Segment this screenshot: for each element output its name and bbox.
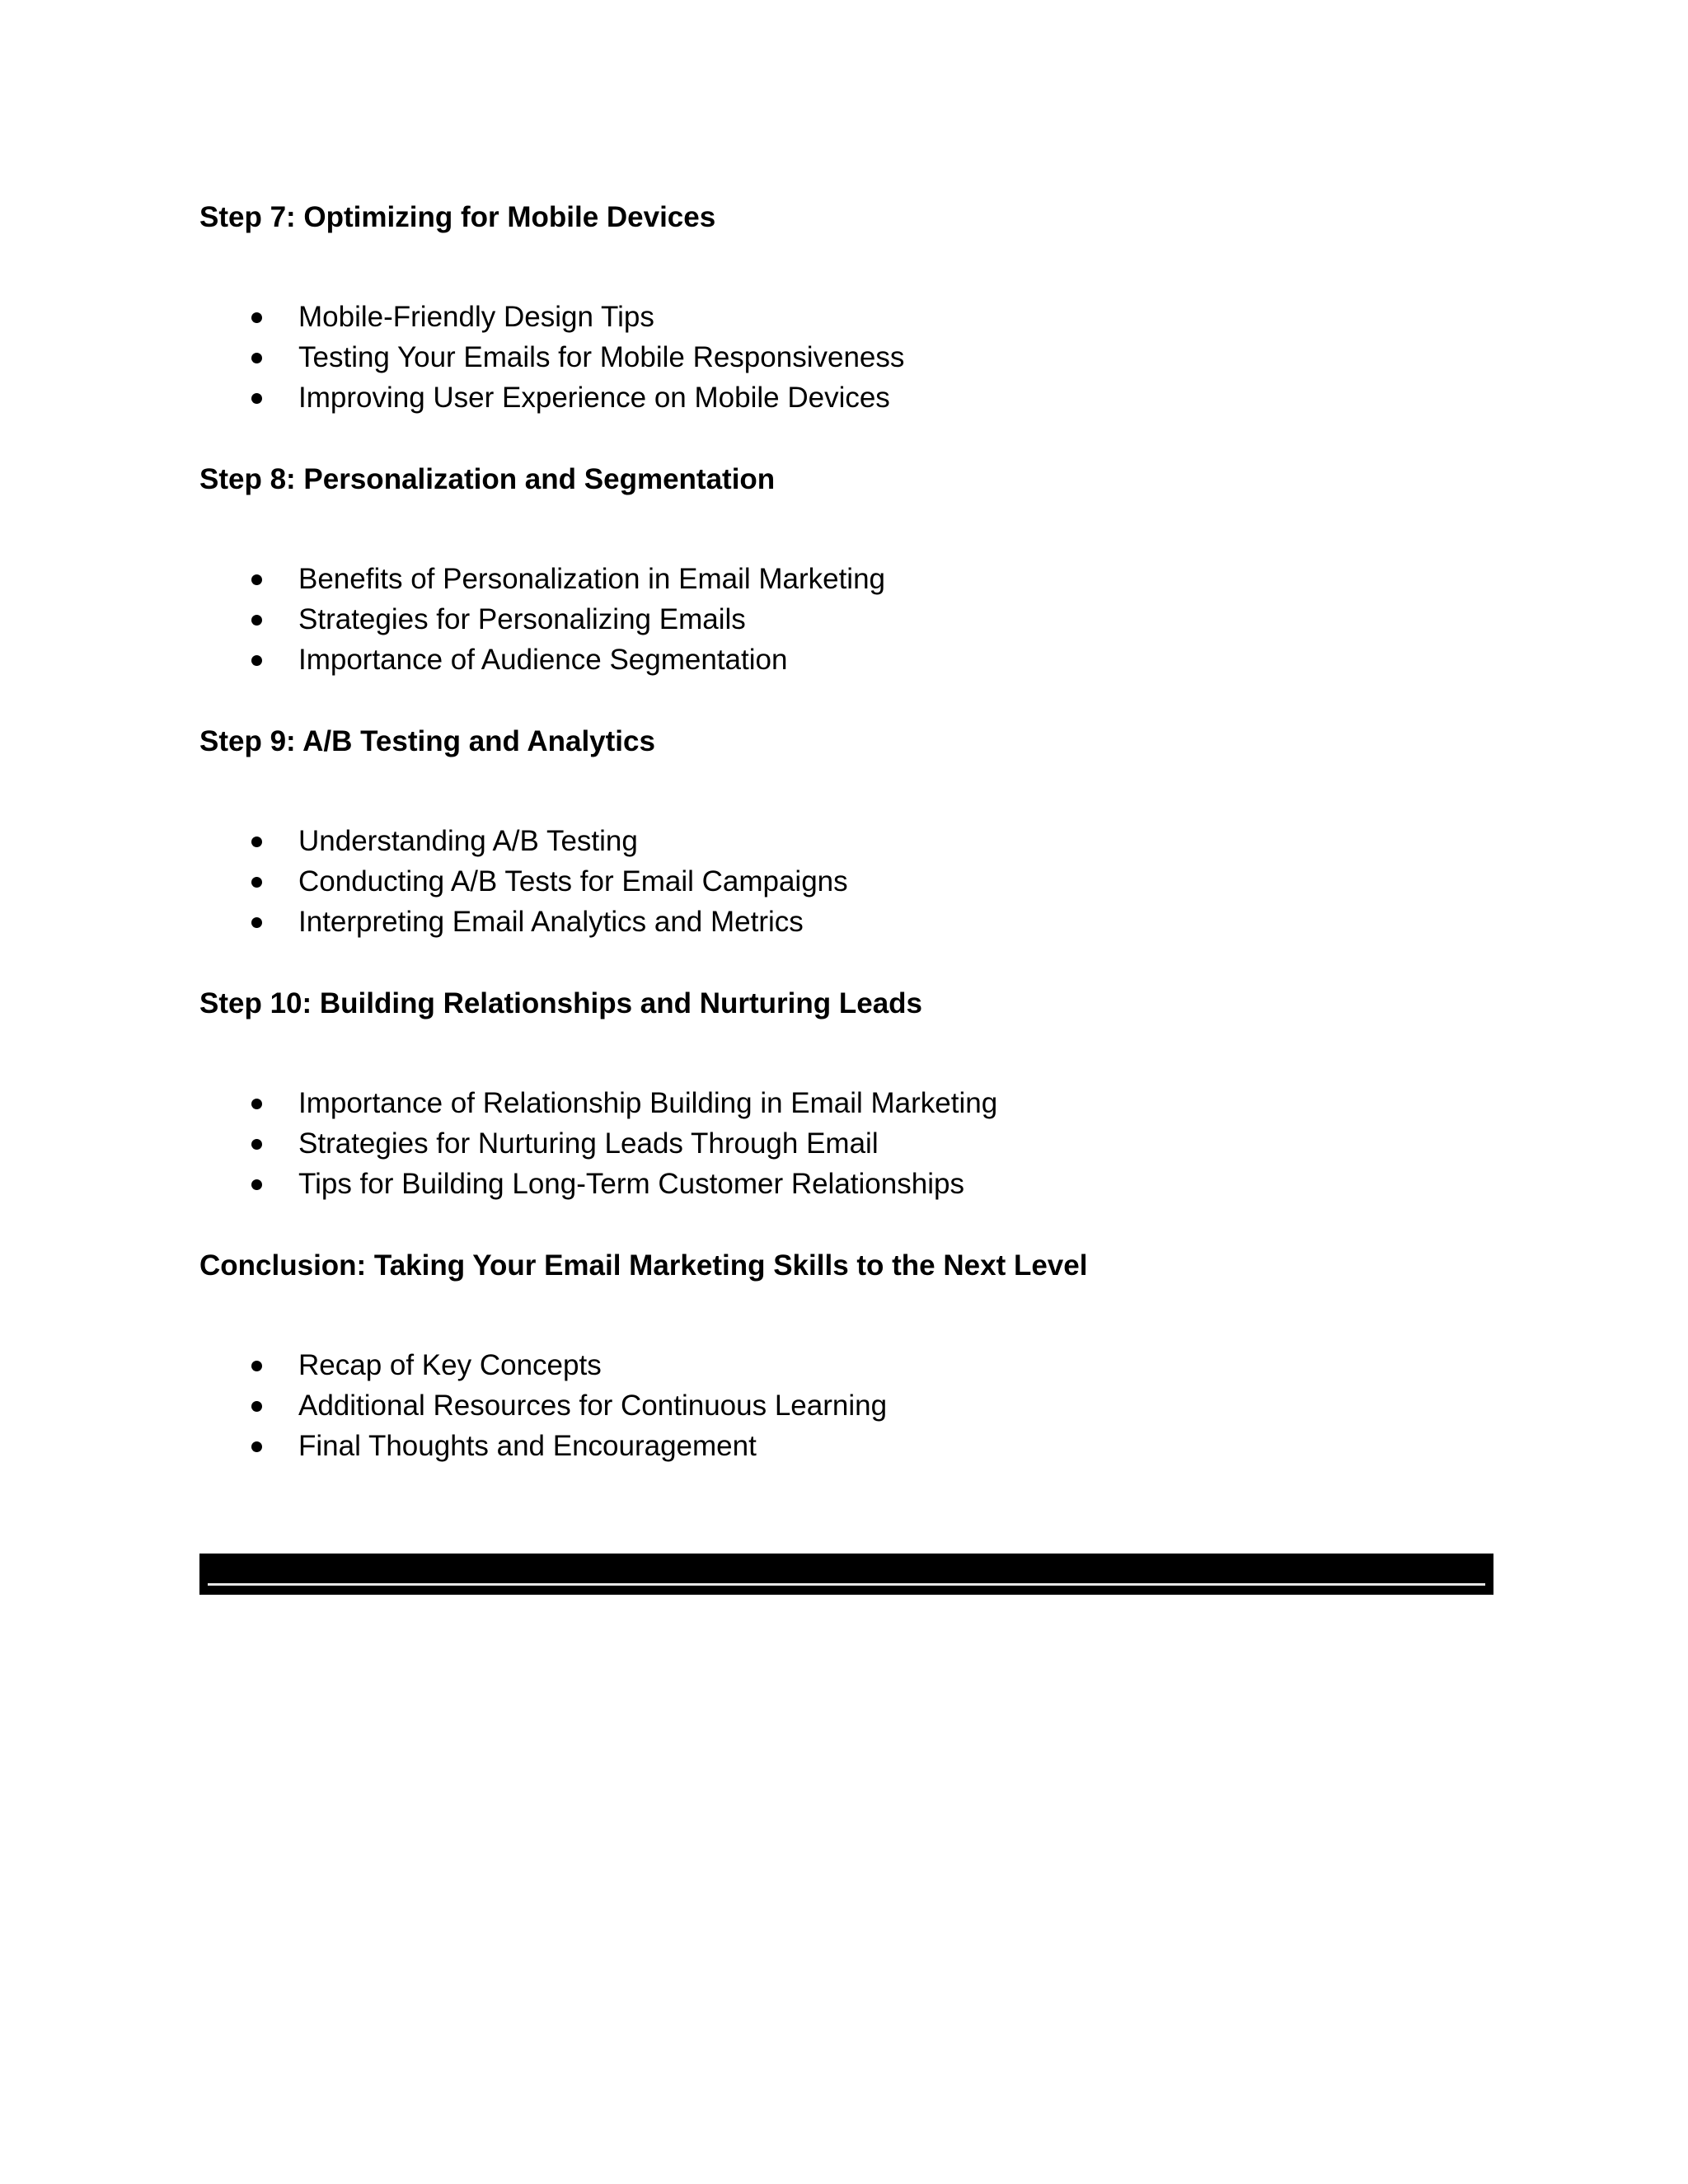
bullet-icon [251,574,262,585]
bullet-list [199,559,1493,680]
list-item [199,1123,1493,1164]
bullet-icon [251,1361,262,1371]
list-item-text: Improving User Experience on Mobile Devices [298,382,890,414]
list-item-text: Importance of Audience Segmentation [298,644,788,676]
list-item-text: Strategies for Nurturing Leads Through Email [298,1127,879,1160]
bullet-list [199,297,1493,418]
bullet-icon [251,1179,262,1190]
section-heading: Step 8: Personalization and Segmentation [199,463,776,495]
bullet-icon [251,837,262,847]
bullet-icon [251,917,262,928]
list-item-text: Additional Resources for Continuous Learning [298,1390,888,1422]
list-item [199,297,1493,337]
section-step-10 [199,981,1493,1204]
bullet-icon [251,1139,262,1150]
list-item [199,821,1493,861]
section-heading: Step 7: Optimizing for Mobile Devices [199,201,716,233]
bullet-icon [251,1401,262,1412]
list-item [199,559,1493,599]
section-step-7 [199,194,1493,418]
bullet-list [199,1345,1493,1466]
bullet-icon [251,353,262,363]
section-step-8 [199,457,1493,680]
list-item-text: Testing Your Emails for Mobile Responsiveness [298,341,905,373]
list-item-text: Benefits of Personalization in Email Marketing [298,563,886,595]
list-item [199,377,1493,418]
bullet-icon [251,615,262,626]
section-heading: Step 9: A/B Testing and Analytics [199,725,655,757]
bullet-icon [251,877,262,888]
list-item [199,1164,1493,1204]
document-content [199,194,1493,1505]
list-item [199,1426,1493,1466]
bullet-icon [251,655,262,666]
list-item [199,902,1493,942]
divider-inner-line [208,1583,1485,1586]
bullet-icon [251,1441,262,1452]
bullet-list [199,821,1493,942]
bullet-icon [251,312,262,323]
list-item-text: Importance of Relationship Building in Email Marketing [298,1087,998,1119]
section-heading: Conclusion: Taking Your Email Marketing Skills to the Next Level [199,1249,1088,1282]
section-conclusion [199,1243,1493,1466]
list-item-text: Understanding A/B Testing [298,825,638,857]
bullet-icon [251,1099,262,1109]
list-item-text: Strategies for Personalizing Emails [298,603,746,635]
section-heading: Step 10: Building Relationships and Nurturing Leads [199,987,923,1019]
list-item-text: Tips for Building Long-Term Customer Relationships [298,1168,964,1200]
list-item-text: Interpreting Email Analytics and Metrics [298,906,804,938]
list-item [199,599,1493,640]
list-item-text: Mobile-Friendly Design Tips [298,301,654,333]
list-item [199,640,1493,680]
list-item [199,1345,1493,1385]
list-item [199,861,1493,902]
list-item-text: Conducting A/B Tests for Email Campaigns [298,865,848,898]
bullet-icon [251,393,262,404]
list-item [199,1385,1493,1426]
horizontal-divider-bar [199,1554,1493,1595]
list-item-text: Final Thoughts and Encouragement [298,1430,757,1462]
section-step-9 [199,719,1493,942]
bullet-list [199,1083,1493,1204]
list-item [199,337,1493,377]
list-item [199,1083,1493,1123]
list-item-text: Recap of Key Concepts [298,1349,602,1381]
